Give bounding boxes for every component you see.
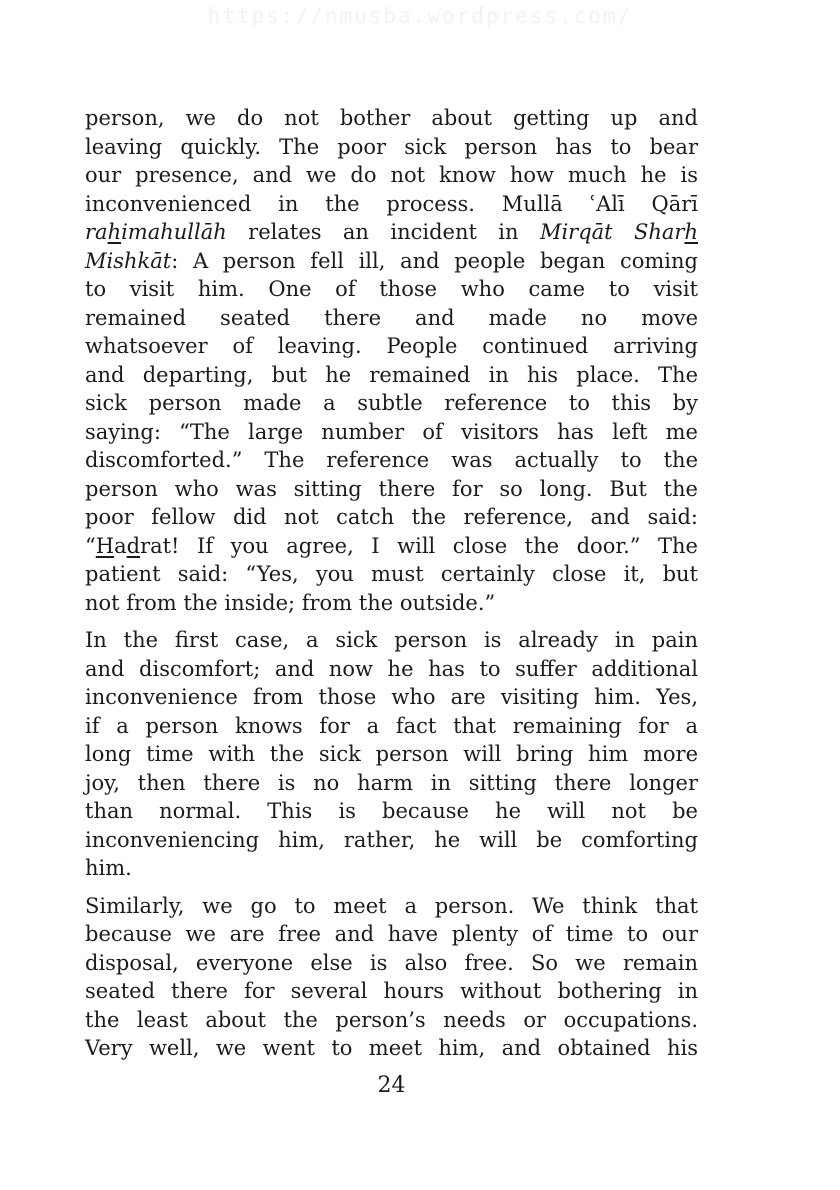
text-line: person, we do not bother about getting up and (85, 106, 698, 130)
italic-text: Mishkāt (85, 248, 172, 273)
text-line (85, 532, 698, 561)
paragraph (85, 892, 698, 1063)
text-line: long time with the sick person will bring him more (85, 742, 698, 766)
plain-text: “ (85, 533, 96, 558)
text-line: than normal. This is because he will not be (85, 799, 698, 823)
text-line: remained seated there and made no move (85, 305, 698, 330)
transliteration-underlined-letter: h (684, 220, 698, 244)
page-number: 24 (377, 1073, 406, 1098)
transliteration-underlined-letter: h (107, 220, 122, 244)
text-line: person who was sitting there for so long. But the (85, 476, 698, 501)
plain-text: : A person fell ill, and people began coming (171, 248, 698, 273)
text-line: and discomfort; and now he has to suffer additional (85, 656, 698, 681)
watermark-url: https://nmusba.wordpress.com/ (207, 4, 633, 28)
text-line: Similarly, we go to meet a person. We think that (85, 893, 698, 918)
text-line: sick person made a subtle reference to this by (85, 391, 698, 415)
text-line: him. (85, 856, 132, 880)
text-line: and departing, but he remained in his place. The (85, 362, 698, 387)
text-line: inconvenience from those who are visiting him. Yes, (85, 685, 698, 709)
text-line: discomforted.” The reference was actually to the (85, 448, 698, 472)
paragraph (85, 626, 698, 883)
text-line: our presence, and we do not know how much he is (85, 163, 698, 187)
text-line: joy, then there is no harm in sitting there longer (85, 770, 698, 795)
text-line: poor fellow did not catch the reference, and said: (85, 505, 698, 529)
italic-text: ra (85, 220, 108, 244)
text-line: seated there for several hours without bothering in (85, 979, 698, 1003)
transliteration-underlined-letter: H (95, 533, 115, 558)
text-line: Very well, we went to meet him, and obtained his (85, 1036, 698, 1060)
text-block (85, 104, 698, 1072)
text-line (85, 247, 698, 276)
italic-text: Mirqāt Shar (539, 220, 685, 244)
plain-text: a (114, 533, 127, 558)
text-line: whatsoever of leaving. People continued arriving (85, 334, 698, 358)
text-line: if a person knows for a fact that remaining for a (85, 713, 698, 738)
italic-text: imahullāh (121, 220, 227, 244)
text-line: inconvenienced in the process. Mullā ʿAlī Qārī (85, 191, 698, 216)
paragraph (85, 104, 698, 617)
text-line: not from the inside; from the outside.” (85, 590, 496, 615)
text-line: the least about the person’s needs or occupations. (85, 1007, 698, 1032)
text-line: disposal, everyone else is also free. So we remain (85, 950, 698, 975)
text-line (85, 218, 698, 247)
text-line: inconveniencing him, rather, he will be comforting (85, 827, 698, 852)
transliteration-underlined-letter: d (126, 533, 141, 558)
plain-text: rat! If you agree, I will close the door.” The (140, 533, 698, 558)
text-line: patient said: “Yes, you must certainly close it, but (85, 562, 698, 586)
plain-text: relates an incident in (226, 220, 540, 244)
text-line: saying: “The large number of visitors has left me (85, 419, 698, 444)
text-line: In the first case, a sick person is already in pain (85, 628, 698, 652)
text-line: because we are free and have plenty of time to our (85, 922, 698, 946)
text-line: leaving quickly. The poor sick person has to bear (85, 134, 698, 159)
text-line: to visit him. One of those who came to visit (85, 277, 698, 301)
